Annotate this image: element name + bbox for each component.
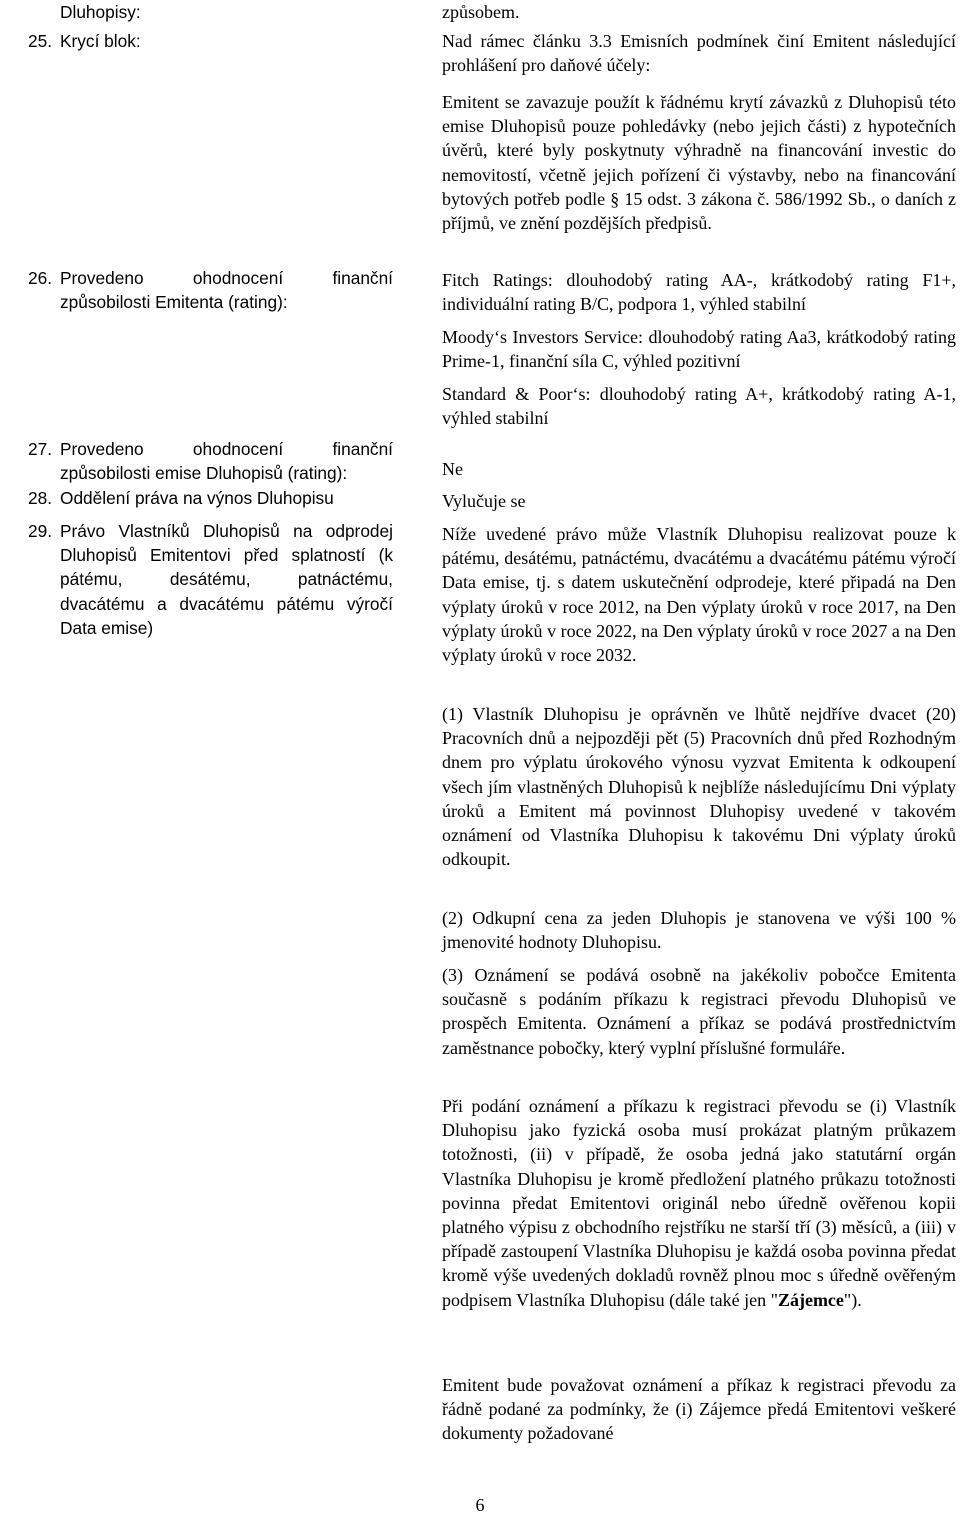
item-label: Provedeno ohodnocení finanční způsobilosti emise Dluhopisů (rating):	[60, 439, 393, 484]
krycí-body	[442, 90, 956, 235]
item-number: 26.	[28, 268, 53, 288]
pravo-paragraph-5	[442, 1094, 956, 1312]
left-top-label: Dluhopisy:	[60, 2, 141, 22]
oddeleni-value: Vylučuje se	[442, 491, 526, 511]
item-number: 27.	[28, 439, 53, 459]
item-number: 25.	[28, 31, 53, 51]
item-label: Provedeno ohodnocení finanční způsobilosti Emitenta (rating):	[60, 268, 393, 313]
left-top-label-row	[28, 0, 393, 24]
item-29	[28, 519, 393, 640]
item-28	[28, 486, 393, 510]
pravo-paragraph-1: Níže uvedené právo může Vlastník Dluhopisu realizovat pouze k pátému, desátému, patnáctému, dvacátému a dvacátému pátému výročí Data emise, tj. s datem uskutečnění odprodeje, které připadá na Den výplaty úroků v roce 2012, na Den výplaty úroků v roce 2017, na Den výplaty úroků v roce 2022, na Den výplaty úroků v roce 2027 a na Den výplaty úroků v roce 2032.	[442, 524, 956, 666]
emise-rating-value: Ne	[442, 459, 463, 479]
item-label: Krycí blok:	[60, 31, 141, 51]
pravo-paragraph-5-text-b: ").	[843, 1289, 862, 1310]
pravo-paragraph-5-text-a: Při podání oznámení a příkazu k registraci převodu se (i) Vlastník Dluhopisu jako fyzická osoba musí prokázat platným průkazem totožnosti, (ii) v případě, že osoba jedná jako statutární orgán Vlastníka Dluhopisu je kromě předložení platného průkazu totožnosti povinna předat Emitentovi originál nebo úředně ověřenou kopii platného výpisu z obchodního rejstříku ne starší tří (3) měsíců, a (iii) v případě zastoupení Vlastníka Dluhopisu je každá osoba povinna předat kromě výše uvedených dokladů rovněž plnou moc s úředně ověřeným podpisem Vlastníka Dluhopisu (dále také jen "	[442, 1096, 956, 1310]
rating-moodys: Moody‘s Investors Service: dlouhodobý rating Aa3, krátkodobý rating Prime-1, finanční síla C, výhled pozitivní	[442, 327, 956, 372]
top-fragment: způsobem.	[442, 2, 520, 22]
krycí-intro: Nad rámec článku 3.3 Emisních podmínek činí Emitent následující prohlášení pro daňové účely:	[442, 31, 956, 76]
item-label: Oddělení práva na výnos Dluhopisu	[60, 488, 334, 508]
item-27	[28, 437, 393, 485]
pravo-paragraph-6: Emitent bude považovat oznámení a příkaz k registraci převodu za řádně podané za podmínky, že (i) Zájemce předá Emitentovi veškeré dokumenty požadované	[442, 1375, 956, 1444]
section-sign: §	[610, 188, 620, 209]
krycí-body-text-a: Emitent se zavazuje použít k řádnému krytí závazků z Dluhopisů této emise Dluhopisů pouze pohledávky (nebo jejich části) z hypotečních úvěrů, které byly poskytnuty výhradně na financování investic do nemovitostí, včetně jejich pořízení či výstavby, nebo na financování bytových potřeb podle	[442, 92, 956, 209]
rating-fitch: Fitch Ratings: dlouhodobý rating AA-, krátkodobý rating F1+, individuální rating B/C, podpora 1, výhled stabilní	[442, 270, 956, 315]
pravo-paragraph-3: (2) Odkupní cena za jeden Dluhopis je stanovena ve výši 100 % jmenovité hodnoty Dluhopisu.	[442, 908, 956, 953]
page-number: 6	[475, 1495, 485, 1515]
rating-sp: Standard & Poor‘s: dlouhodobý rating A+, krátkodobý rating A-1, výhled stabilní	[442, 384, 956, 429]
pravo-paragraph-4: (3) Oznámení se podává osobně na jakékoliv pobočce Emitenta současně s podáním příkazu k registraci převodu Dluhopisů ve prospěch Emitenta. Oznámení a příkaz se podává prostřednictvím zaměstnance pobočky, který vyplní příslušné formuláře.	[442, 965, 956, 1058]
item-number: 29.	[28, 521, 53, 541]
item-25	[28, 29, 393, 53]
item-26	[28, 266, 393, 314]
krycí-body-text-b: 15 odst. 3 zákona č. 586/1992 Sb., o daních z příjmů, ve znění pozdějších předpisů.	[442, 188, 957, 234]
pravo-paragraph-2: (1) Vlastník Dluhopisu je oprávněn ve lhůtě nejdříve dvacet (20) Pracovních dnů a nejpozději pět (5) Pracovních dnů před Rozhodným dnem pro výplatu úrokového výnosu vyzvat Emitenta k odkoupení všech jím vlastněných Dluhopisů k nejblíže následujícímu Dni výplaty úroků a Emitent má povinnost Dluhopisy uvedené v takovém oznámení od Vlastníka Dluhopisu k takovému Dni výplaty úroků odkoupit.	[442, 704, 956, 870]
item-number: 28.	[28, 488, 53, 508]
defined-term-zajemce: Zájemce	[777, 1289, 844, 1310]
item-label: Právo Vlastníků Dluhopisů na odprodej Dluhopisů Emitentovi před splatností (k pátému, desátému, patnáctému, dvacátému a dvacátému pátému výročí Data emise)	[60, 521, 393, 638]
